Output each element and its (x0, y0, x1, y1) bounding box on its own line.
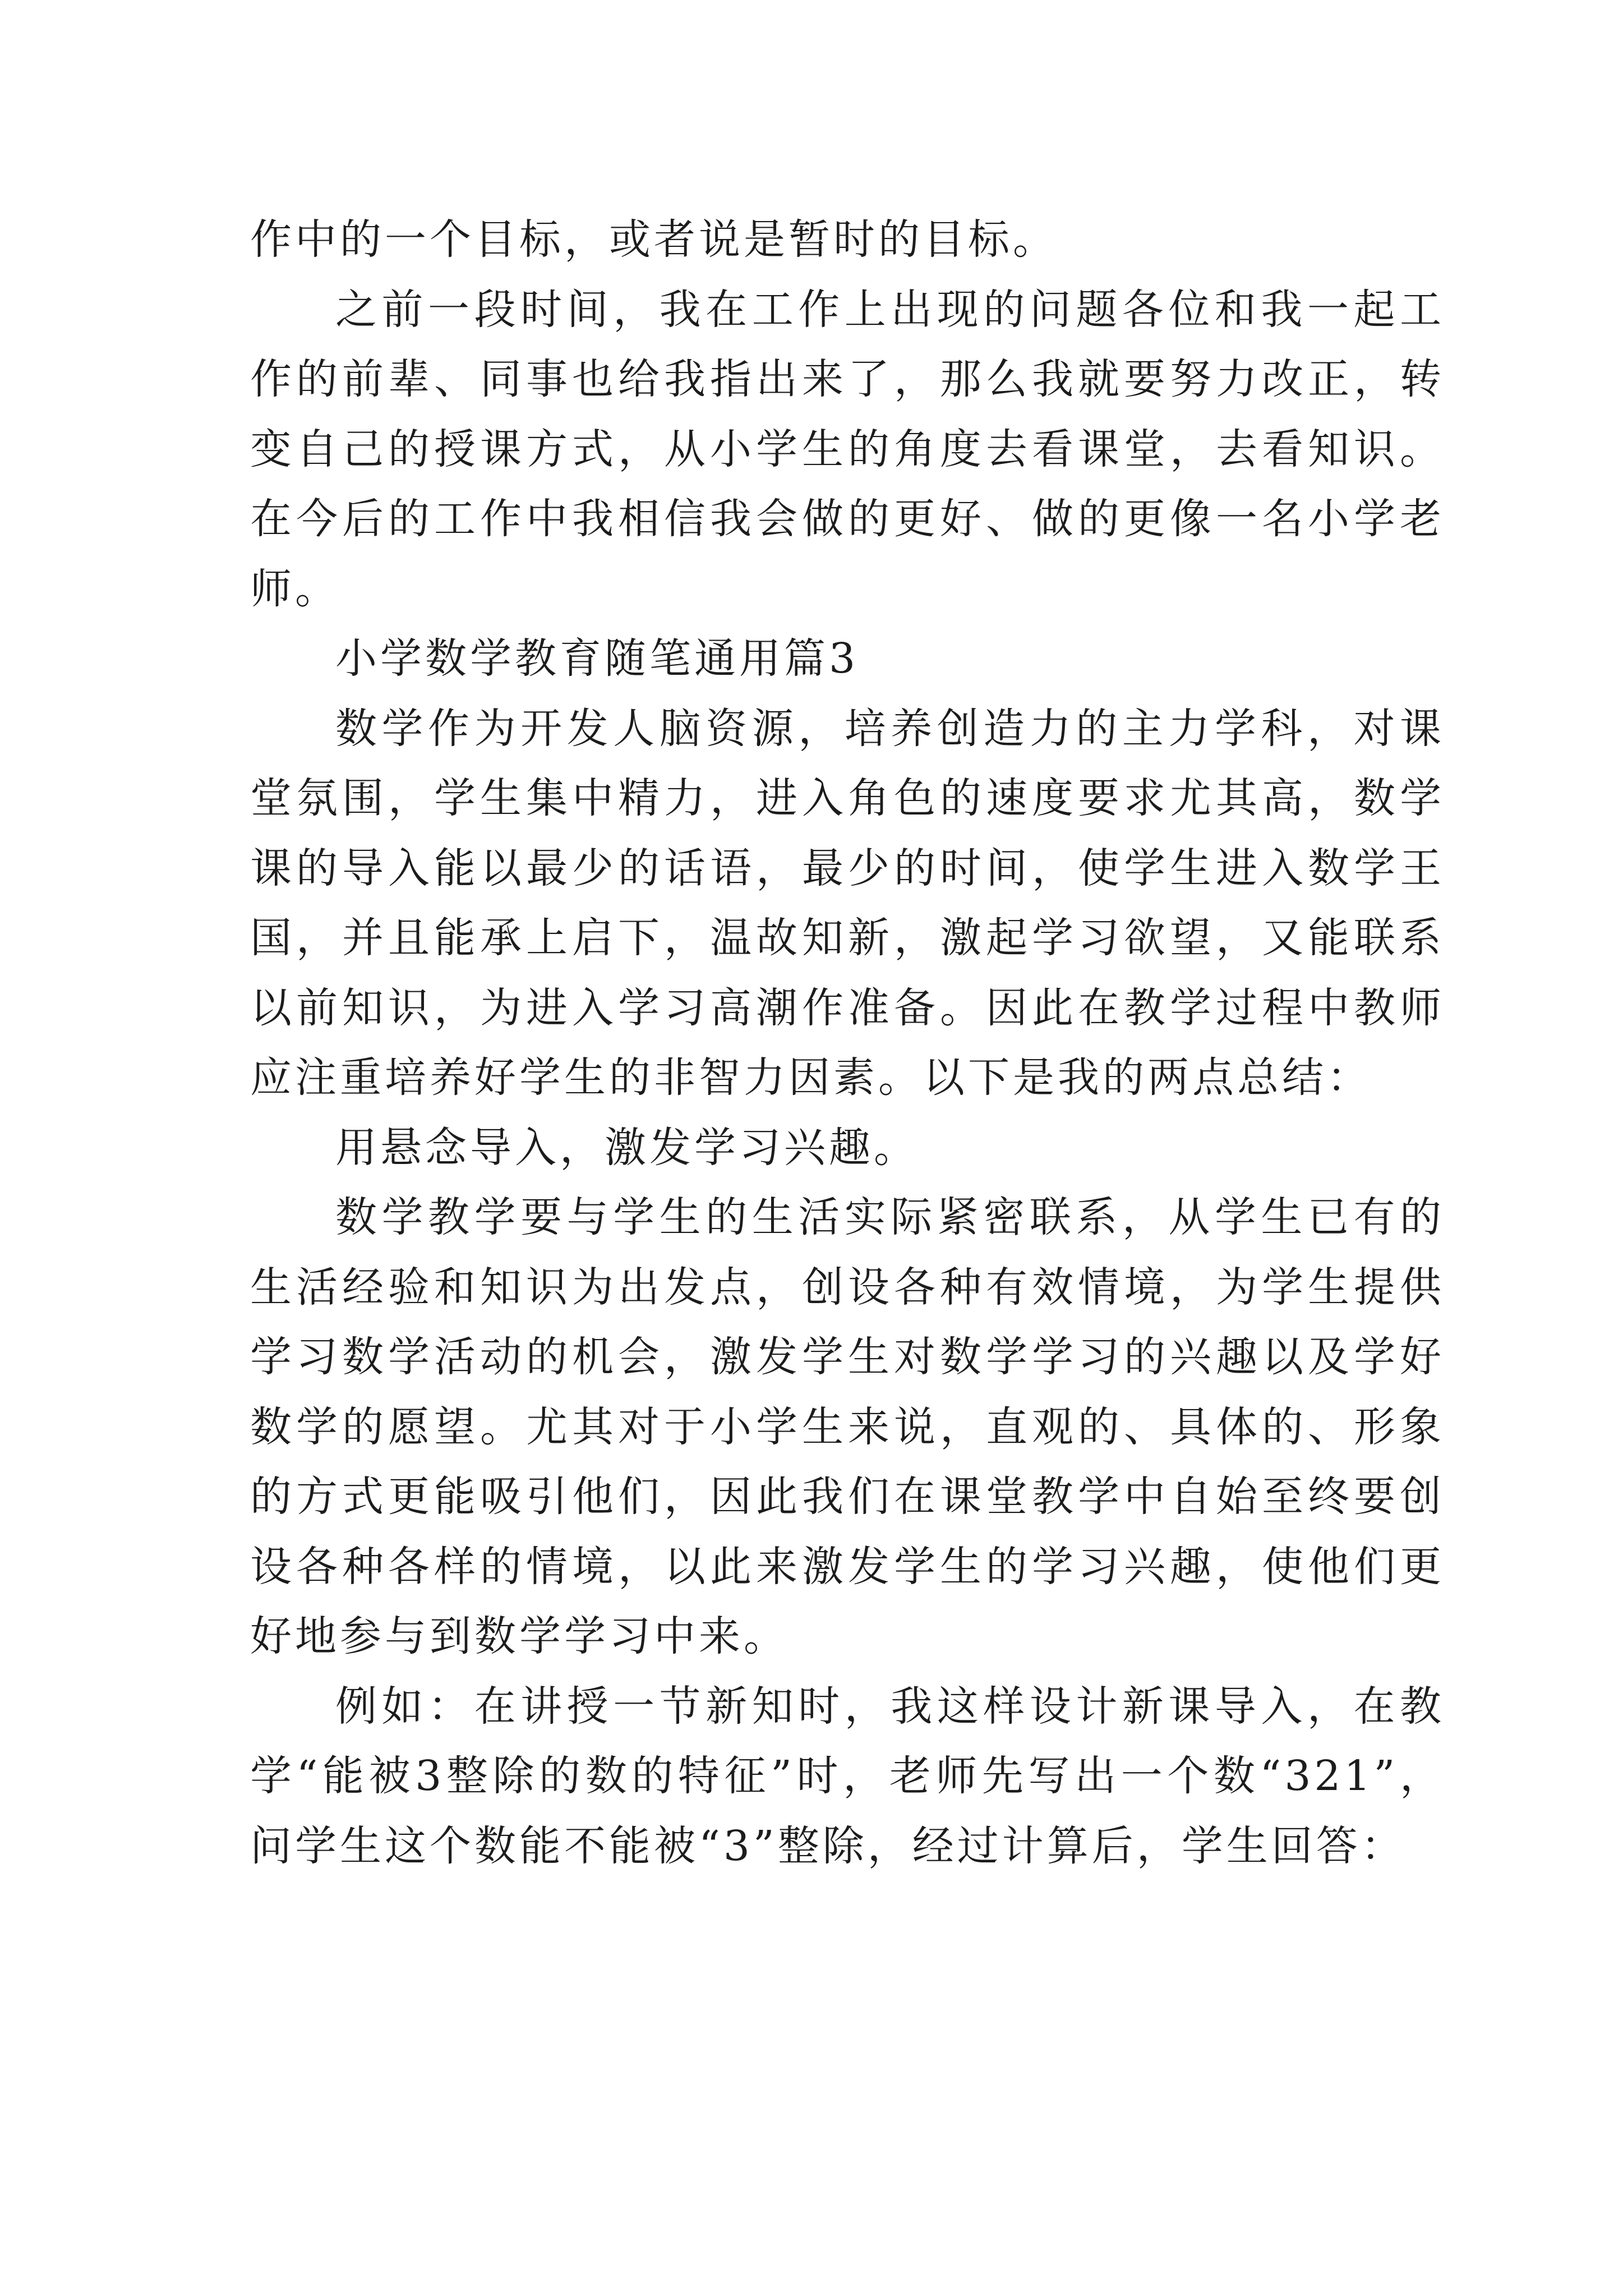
paragraph: 数学作为开发人脑资源，培养创造力的主力学科，对课堂氛围，学生集中精力，进入角色的速度要求尤其高，数学课的导入能以最少的话语，最少的时间，使学生进入数学王国，并且能承上启下，温故知新，激起学习欲望，又能联系以前知识，为进入学习高潮作准备。因此在教学过程中教师应注重培养好学生的非智力因素。以下是我的两点总结： (250, 704, 1445, 1102)
document-body (250, 205, 1445, 1881)
paragraph: 数学教学要与学生的生活实际紧密联系，从学生已有的生活经验和知识为出发点，创设各种有效情境，为学生提供学习数学活动的机会，激发学生对数学学习的兴趣以及学好数学的愿望。尤其对于小学生来说，直观的、具体的、形象的方式更能吸引他们，因此我们在课堂教学中自始至终要创设各种各样的情境，以此来激发学生的学习兴趣，使他们更好地参与到数学学习中来。 (250, 1193, 1445, 1660)
section-heading: 小学数学教育随笔通用篇3 (335, 634, 859, 683)
paragraph: 用悬念导入，激发学习兴趣。 (335, 1123, 919, 1172)
paragraph: 例如：在讲授一节新知时，我这样设计新课导入，在教学“能被3整除的数的特征”时，老师先写出一个数“321”，问学生这个数能不能被“3”整除，经过计算后，学生回答： (250, 1682, 1445, 1870)
paragraph: 作中的一个目标，或者说是暂时的目标。 (250, 215, 1058, 264)
paragraph: 之前一段时间，我在工作上出现的问题各位和我一起工作的前辈、同事也给我指出来了，那么我就要努力改正，转变自己的授课方式，从小学生的角度去看课堂，去看知识。在今后的工作中我相信我会做的更好、做的更像一名小学老师。 (250, 285, 1445, 613)
